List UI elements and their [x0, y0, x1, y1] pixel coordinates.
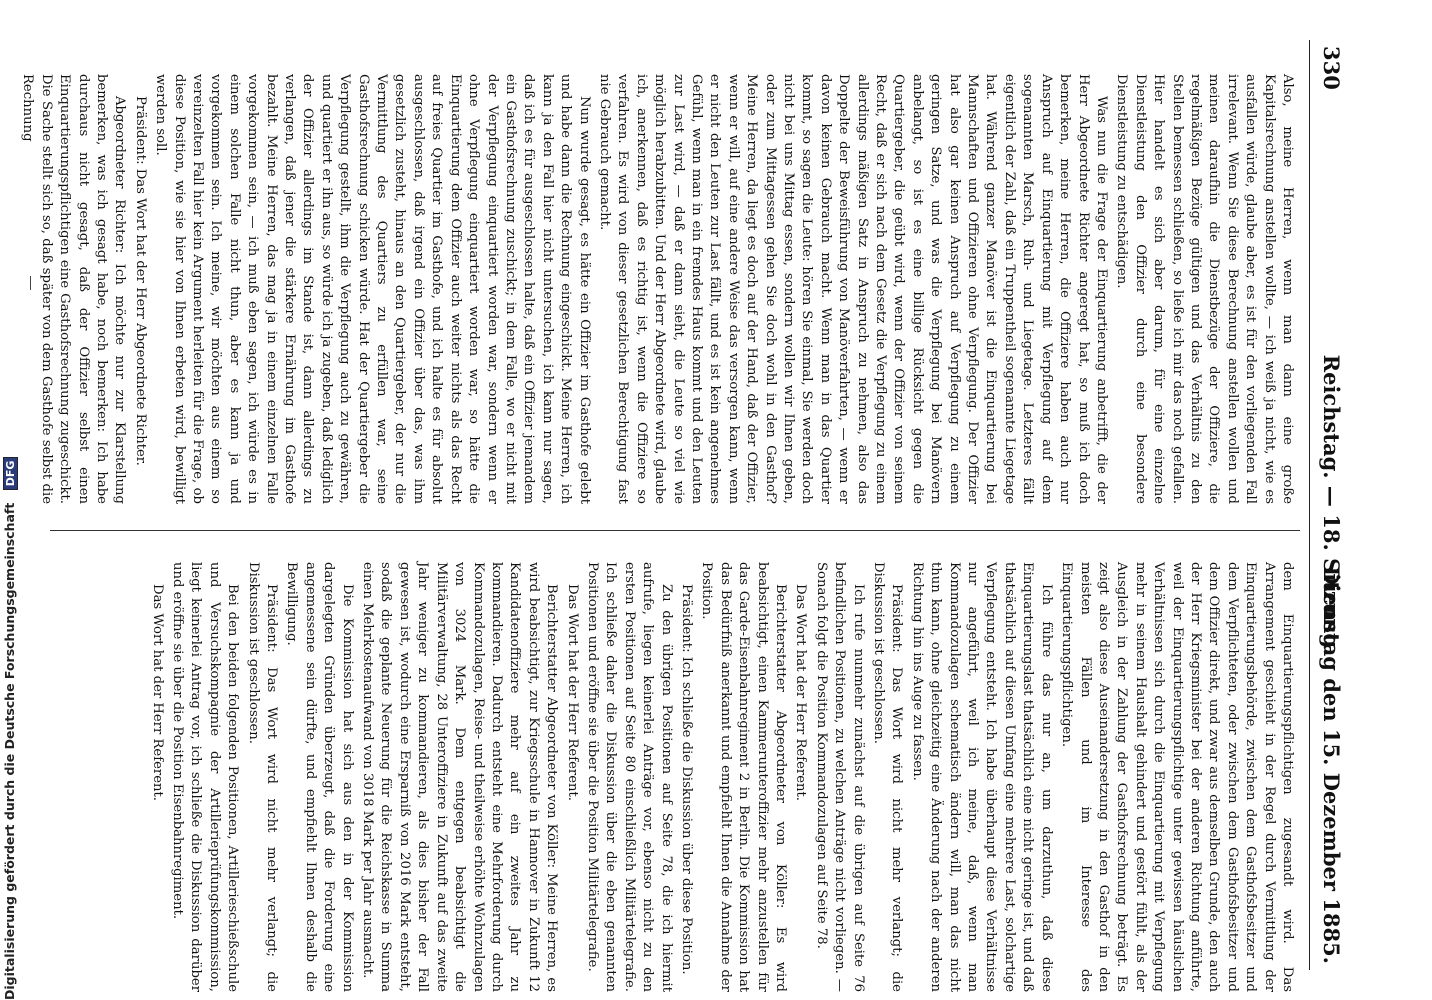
credit-text: Digitalisierung gefördert durch die Deutsche Forschungsgemeinschaft [2, 502, 17, 1000]
paragraph: Was nun die Frage der Einquartierung anbetrifft, die der Herr Abgeordnete Richter angeregt hat, so muß ich doch bemerken, meine Herren, die Offiziere haben auch nur Anspruch auf Einquartierung mit Verpflegung auf dem sogenannten Marsch, Ruh- und Liegetage. Letzteres fällt eigentlich der Zahl, daß ein Truppentheil sogenannte Liegetage hat. Während ganzer Manöver ist die Einquartierung bei Mannschaften und Offizieren ohne Verpflegung. Der Offizier hat also gar keinen Anspruch auf Verpflegung zu einem geringen Satze, und was die Verpflegung bei Manövern anbelangt, so ist es eine billige Rücksicht gegen die Quartiergeber, die geübt wird, wenn der Offizier von seinem Recht, daß er sich nach dem Gesetz die Verpflegung zu einem allerdings mäßigen Satz in Anspruch zu nehmen, also das Doppelte der Beweisführung von Manöverfahrten, — wenn er davon keinen Gebrauch macht. Wenn man in das Quartier kommt, so sagen die Leute: hören Sie einmal, Sie werden doch nicht bei uns Mittag essen, sondern wollen wir Ihnen geben, oder zum Mittagessen gehen Sie doch wohl in den Gasthof? Meine Herren, da liegt es doch auf der Hand, daß der Offizier, wenn er will, auf eine andere Weise das versorgen kann, wenn er nicht den Leuten zur Last fällt, und es ist kein angenehmes Gefühl, wenn man in ein fremdes Haus kommt und den Leuten zur Last wird, — daß er dann sieht, die Leute so viel wie möglich herabzubitten. Und der Herr Abgeordnete wird, glaube ich, anerkennen, daß es richtig ist, wenn die Offiziere so verfahren. Es wird von dieser gesetzlichen Berechtigung fast nie Gebrauch gemacht. [596, 74, 1109, 504]
paragraph: dem Einquartierungspflichtigen zugesandt wird. Das Arrangement geschieht in der Regel durch Vermittlung der Einquartierungsbehörde, zwischen dem Gasthofsbesitzer und dem Verpflichteten, oder zwischen dem Gasthofsbesitzer und dem Offizier direkt, und zwar aus demselben Grunde, den auch der Herr Kriegsminister bei der anderen Richtung anführte, weil der Einquartierungspflichtige unter gewissen häuslichen Verhältnissen sich durch die Einquartierung mit Verpflegung mehr in seinem Haushalt gehindert und gestört fühlt, als der Ausgleich in der Zahlung der Gasthofsrechnung beträgt. Es zeigt also diese Auseinandersetzung in den Gasthof in den meisten Fällen und im Interesse des Einquartierungspflichtigen. [1059, 562, 1295, 992]
page-date: Dienstag den 15. Dezember 1885. [1319, 566, 1344, 964]
dfg-logo: DFG [3, 457, 18, 491]
paragraph: Nun wurde gesagt, es hätte ein Offizier im Gasthofe gelebt und habe dann die Rechnung eingeschickt. Meine Herren, ich kann ja den Fall hier nicht untersuchen, ich kann nur sagen, daß ich es für ausgeschlossen halte, daß ein Offizier jemandem ein Gasthofsrechnung zuschickt; in dem Falle, wo er nicht mit der Verpflegung einquartiert worden war, sondern wenn er ohne Verpflegung einquartiert worden war, so hätte die Einquartierung dem Offizier auch weiter nichts als das Recht auf freies Quartier im Gasthofe, und ich halte es für absolut ausgeschlossen, daß irgend ein Offizier über das, was ihm gesetzlich zusteht, hinaus an den Quartiergeber, der nur die Vermittlung des Quartiers zu erfüllen war, seine Gasthofsrechnung schicken würde. Hat der Quartiergeber die Verpflegung gestellt, ihm die Verpflegung auch zu gewähren, und quartiert er ihn aus, so würde ich ja zugeben, daß lediglich der Offizier allerdings im Stande ist, dann allerdings zu verlangen, daß jener die stärkere Ernährung im Gasthofe bezahlt. Meine Herren, das mag ja in einem einzelnen Falle vorgekommen sein, — ich muß eben sagen, ich würde es in einem solchen Falle nicht thun, aber es kann ja und vorgekommen sein. Ich meine, wir möchten aus einem so vereinzelten Fall hier kein Argument herleiten für die Frage, ob diese Position, wie sie hier von Ihnen erbeten wird, bewilligt werden soll. [153, 74, 592, 504]
paragraph: Die Kommission hat sich aus den in der Kommission dargelegten Gründen überzeugt, daß die Forderung eine angemessene sein dürfte, und empfiehlt Ihnen deshalb die Bewilligung. [284, 562, 355, 992]
margin-tick [30, 276, 31, 290]
paragraph: Berichterstatter Abgeordneter von Köller: Meine Herren, es wird beabsichtigt, zur Kriegsschule in Hannover in Zukunft 12 Kandidatenoffiziere mehr auf ein zweites Jahr zu kommandieren. Dadurch entsteht eine Mehrforderung durch Kommandozulagen, Reise- und theilweise erhöhte Wohnzulagen von 3024 Mark. Dem entgegen beabsichtigt die Militärverwaltung, 28 Unteroffiziere in Zukunft auf das zweite Jahr weniger zu kommandieren, als dies bisher der Fall gewesen ist, wodurch eine Ersparniß von 2016 Mark entsteht, sodaß die geplante Neuerung für die Reichskasse in Summa einen Mehrkostenaufwand von 3018 Mark per Jahr ausmacht. [360, 562, 560, 992]
paragraph: Ich führe das nur an, um darzuthun, daß diese Einquartierungslast thatsächlich eine nicht geringe ist, und daß thatsächlich auf diesen Umfang eine mehrere Last, solchartige Verpflegung entsteht. Ich habe überhaupt diese Verhältnisse nur angeführt, weil ich meine, daß, wenn man Kommandozulagen schematisch ändern will, man das nicht thun kann, ohne gleichzeitig eine Änderung nach der anderen Richtung hin ins Auge zu fassen. [909, 562, 1054, 992]
paragraph: Bei den beiden folgenden Positionen, Artillerieschießschule und Versuchskompagnie der Artillerieprüfungskommission, liegt keinerlei Antrag vor, ich schließe die Diskussion darüber und eröffne sie über die Position Eisenbahnregiment. [170, 562, 241, 992]
column-divider [50, 530, 1300, 531]
paragraph: Präsident: Das Wort wird nicht mehr verlangt; die Diskussion ist geschlossen. [245, 562, 280, 992]
left-column [16, 74, 1296, 504]
dfg-credit-line [2, 0, 28, 1000]
paragraph: Das Wort hat der Herr Referent. [149, 584, 165, 801]
page-header [1309, 40, 1344, 970]
paragraph: Das Wort hat der Herr Referent. [564, 584, 580, 801]
paragraph: Abgeordneter Richter: Ich möchte nur zur Klarstellung bemerken, was ich gesagt habe, noch bemerken: Ich habe durchaus nicht gesagt, daß der Offizier selbst einen Einquartierungspflichtigen eine Gasthofsrechnung zugeschickt. Die Sache stellt sich so, daß später von dem Gasthofe selbst die Rechnung [20, 74, 128, 504]
paragraph: Ich rufe nunmehr zunächst auf die übrigen auf Seite 76 befindlichen Positionen, zu welchen Anträge nicht vorliegen. — Sonach folgt die Position Kommandozulagen auf Seite 78. [813, 562, 866, 992]
paragraph: Das Wort hat der Herr Referent. [793, 584, 809, 801]
paragraph: Präsident: Das Wort hat der Herr Abgeordnete Richter. [132, 96, 148, 466]
page-title: Reichstag. — 18. Sitzung. [1319, 354, 1344, 656]
paragraph: Also, meine Herren, wenn man dann eine große Kapitalsrechnung anstellen wollte, — ich weiß ja nicht, wie es ausfallen würde, glaube aber, es ist für den vorliegenden Fall irrelevant. Wenn Sie diese Berechnung anstellen wollen und meinen daraufhin die Dienstbezüge der Offiziere, die regelmäßigen Bezüge gültigen und das Verhältnis zu den Stellen bemessen schließen, so ließe ich mir das noch gefallen. Hier handelt es sich aber darum, für eine einzelne Dienstleistung den Offizier durch eine besondere Dienstleistung zu entschädigen. [1114, 74, 1295, 504]
newspaper-page [20, 40, 1348, 992]
right-column [145, 562, 1296, 992]
page-number: 330 [1319, 46, 1344, 90]
paragraph: Präsident: Das Wort wird nicht mehr verlangt; die Diskussion ist geschlossen. [871, 562, 905, 992]
paragraph: Präsident: Ich schließe die Diskussion über diese Position. [679, 584, 694, 975]
paragraph: Berichterstatter Abgeordneter von Köller: Es wird beabsichtigt, einen Kammerunteroffizier mehr anzustellen für das Garde-Eisenbahnregiment 2 in Berlin. Die Kommission hat das Bedürfniß anerkannt und empfiehlt Ihnen die Annahme der Position. [699, 562, 789, 992]
paragraph: Zu den übrigen Positionen auf Seite 78, die ich hiermit aufrufe, liegen keinerlei Anträge vor, ebenso nicht zu den ersten Positionen auf Seite 80 einschließlich Militärtelegrafie. Ich schließe daher die Diskussion über die eben genannten Positionen und eröffne sie über die Position Militärtelegrafie. [584, 562, 674, 992]
